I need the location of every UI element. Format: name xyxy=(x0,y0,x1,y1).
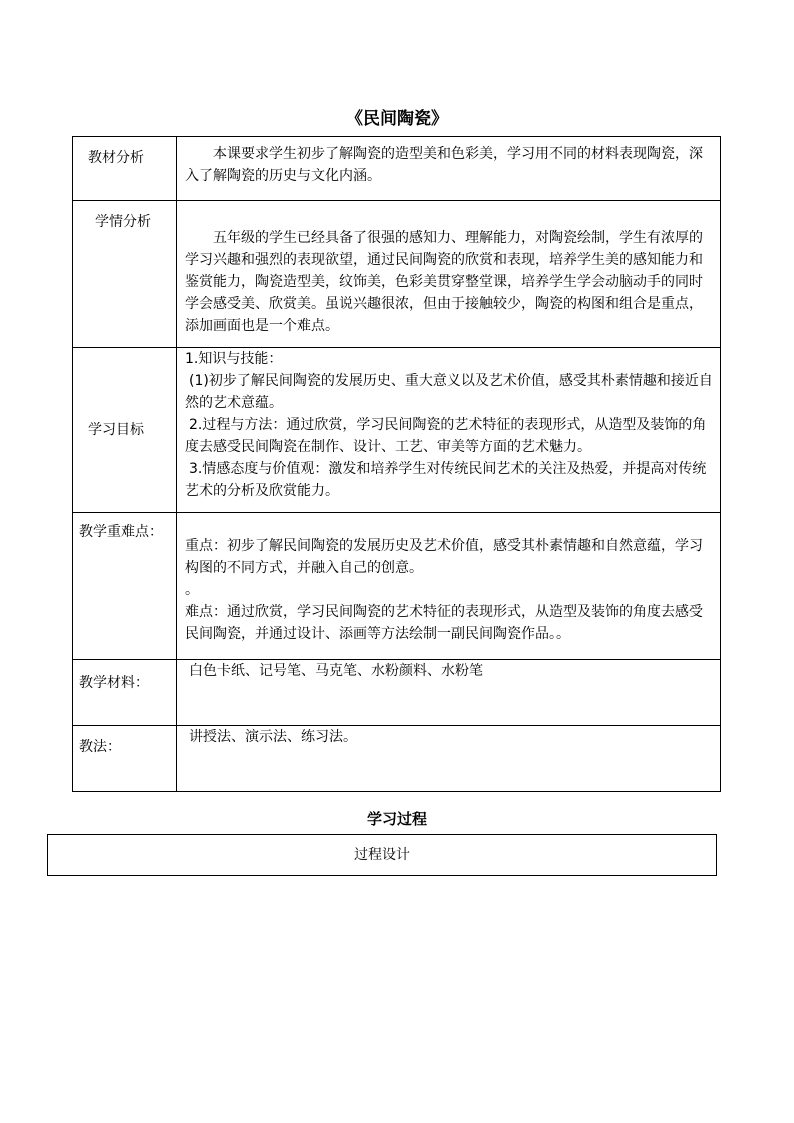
table-row-methods xyxy=(73,726,721,792)
row-label-keypoints: 教学重难点： xyxy=(79,524,163,540)
keypoint-text: 重点：初步了解民间陶瓷的发展历史及艺术价值，感受其朴素情趣和自然意蕴，学习构图的不同方式，并融入自己的创意。 xyxy=(185,538,703,576)
row-content-cell xyxy=(177,348,721,513)
keypoint-separator: 。 xyxy=(185,582,199,598)
process-design-label: 过程设计 xyxy=(354,847,410,863)
goals-knowledge-heading: 1.知识与技能： xyxy=(185,351,283,367)
table-row-supplies xyxy=(73,660,721,726)
table-row-material xyxy=(73,137,721,201)
row-label-cell xyxy=(73,348,177,513)
difficulty-text: 难点：通过欣赏，学习民间陶瓷的艺术特征的表现形式，从造型及装饰的角度去感受民间陶瓷，并通过设计、添画等方法绘制一副民间陶瓷作品。。 xyxy=(185,604,703,642)
row-content-cell xyxy=(177,660,721,726)
row-label-cell xyxy=(73,660,177,726)
row-content-cell xyxy=(177,137,721,201)
table-row-keypoints xyxy=(73,513,721,660)
row-content-cell xyxy=(177,726,721,792)
supplies-text: 白色卡纸、记号笔、马克笔、水粉颜料、水粉笔 xyxy=(189,663,483,679)
row-label-goals: 学习目标 xyxy=(88,422,144,438)
table-row-goals xyxy=(73,348,721,513)
row-label-supplies: 教学材料： xyxy=(79,675,149,691)
material-analysis-text: 本课要求学生初步了解陶瓷的造型美和色彩美，学习用不同的材料表现陶瓷，深入了解陶瓷的历史与文化内涵。 xyxy=(185,146,703,184)
student-analysis-text: 五年级的学生已经具备了很强的感知力、理解能力，对陶瓷绘制，学生有浓厚的学习兴趣和强烈的表现欲望，通过民间陶瓷的欣赏和表现，培养学生美的感知能力和鉴赏能力，陶瓷造型美，纹饰美，色彩美贯穿整堂课，培养学生学会动脑动手的同时学会感受美、欣赏美。虽说兴趣很浓，但由于接触较少，陶瓷的构图和组合是重点，添加画面也是一个难点。 xyxy=(185,230,703,334)
table-row-student xyxy=(73,201,721,348)
lesson-plan-table xyxy=(72,136,721,792)
goals-attitude-text: 3.情感态度与价值观：激发和培养学生对传统民间艺术的关注及热爱，并提高对传统艺术的分析及欣赏能力。 xyxy=(185,461,707,499)
row-content-cell xyxy=(177,201,721,348)
row-label-cell xyxy=(73,513,177,660)
row-label-student: 学情分析 xyxy=(95,214,151,230)
row-label-cell xyxy=(73,726,177,792)
row-content-cell xyxy=(177,513,721,660)
row-label-material: 教材分析 xyxy=(88,150,144,166)
process-design-box xyxy=(47,834,717,876)
process-heading: 学习过程 xyxy=(366,810,427,828)
row-label-cell xyxy=(73,137,177,201)
methods-text: 讲授法、演示法、练习法。 xyxy=(189,729,357,745)
row-label-cell xyxy=(73,201,177,348)
document-title: 《民间陶瓷》 xyxy=(346,109,448,129)
goals-process-text: 2.过程与方法：通过欣赏，学习民间陶瓷的艺术特征的表现形式，从造型及装饰的角度去感受民间陶瓷在制作、设计、工艺、审美等方面的艺术魅力。 xyxy=(185,417,707,455)
row-label-methods: 教法： xyxy=(79,739,121,755)
goals-knowledge-text: (1)初步了解民间陶瓷的发展历史、重大意义以及艺术价值，感受其朴素情趣和接近自然的艺术意蕴。 xyxy=(185,373,713,411)
